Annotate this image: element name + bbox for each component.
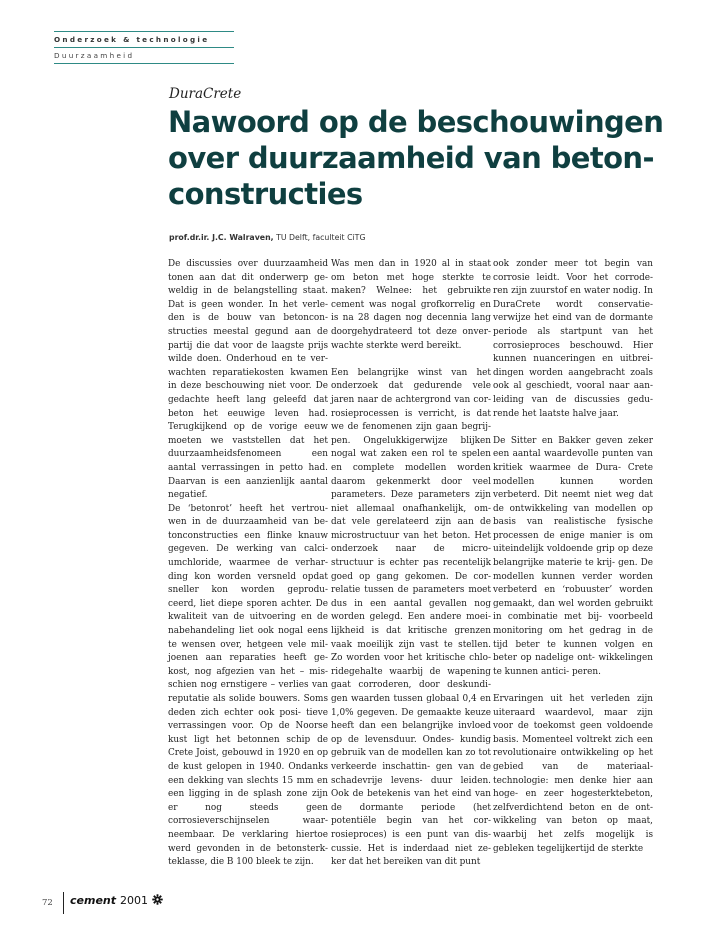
magazine-year: 2001 bbox=[120, 894, 148, 907]
subsection-label: Duurzaamheid bbox=[54, 51, 135, 60]
section-label: Onderzoek & technologie bbox=[54, 35, 210, 44]
author-affiliation: TU Delft, faculteit CiTG bbox=[276, 233, 366, 242]
text-column-3 bbox=[493, 258, 653, 856]
text-column-1 bbox=[168, 258, 328, 870]
section-header bbox=[54, 31, 234, 47]
author-name: prof.dr.ir. J.C. Walraven, bbox=[169, 233, 274, 242]
paragraph: Ervaringen uit het verleden zijn uiteraard waardevol, maar zijn voor de toekomst geen voldoende basis. Momenteel voltrekt zich een revolutionaire ontwikkeling op het gebied van de materiaal- technologie: men denke hier aan hoge- en zeer hogesterktebeton, zelfverdichtend beton en de ont- wikkeling van beton op maat, waarbij het zelfs mogelijk is gebleken tegelijkertijd de sterkte bbox=[493, 694, 653, 854]
magazine-brand bbox=[70, 894, 163, 908]
paragraph: Een belangrijke winst van het onderzoek dat gedurende vele jaren naar de achtergrond van cor- rosieprocessen is verricht, is dat we de fenomenen zijn gaan begrij- pen. Ongelukkigerwijze blijken nogal wat zaken een rol te spelen en complete modellen worden daarom gekenmerkt door veel parameters. Deze parameters zijn niet allemaal onafhankelijk, om- dat vele gerelateerd zijn aan de microstructuur van het beton. Het onderzoek naar de micro- structuur is echter pas recentelijk goed op gang gekomen. De cor- relatie tussen de parameters moet dus in een aantal gevallen nog worden gelegd. Een andere moei- lijkheid is dat kritische grenzen vaak moeilijk zijn vast te stellen. Zo worden voor het kritische chlo- ridegehalte waarbij de wapening gaat corroderen, door deskundi- gen waarden tussen globaal 0,4 en 1,0% gegeven. De gemaakte keuze heeft dan een belangrijke invloed op de levensduur. Ondes- kundig gebruik van de modellen kan zo tot verkeerde inschattin- gen van de schadevrije levens- duur leiden. Ook de betekenis van het eind van de dormante periode (het potentiële begin van het cor- rosieproces) is een punt van dis- cussie. Het is inderdaad niet ze- ker dat het bereiken van dit punt bbox=[331, 367, 491, 868]
header-rule bbox=[54, 63, 234, 64]
article-kicker: DuraCrete bbox=[169, 86, 242, 102]
paragraph: De Sitter en Bakker geven zeker een aantal waardevolle punten van kritiek waarmee de Dura- Crete modellen kunnen worden verbeterd. Dit neemt niet weg dat de ontwikkeling van modellen op basis van realistische fysische processen de enige manier is om uiteindelijk voldoende grip op deze belangrijke materie te krij- gen. De modellen kunnen verder worden verbeterd en ‘robuuster’ worden gemaakt, dan wel worden gebruikt in combinatie met bij- voorbeeld monitoring om het gedrag in de tijd beter te kunnen volgen en beter op nadelige ont- wikkelingen te kunnen antici- peren. bbox=[493, 435, 653, 677]
byline bbox=[169, 233, 366, 242]
subsection-header bbox=[54, 47, 234, 64]
gear-icon bbox=[152, 894, 163, 908]
paragraph: Was men dan in 1920 al in staat om beton met hoge sterkte te maken? Welnee: het gebruikte cement was nogal grofkorrelig en is na 28 dagen nog decennia lang doorgehydrateerd tot deze onver- wachte sterkte werd bereikt. bbox=[331, 259, 491, 351]
page-number: 72 bbox=[42, 898, 53, 908]
paragraph: De ‘betonrot’ heeft het vertrou- wen in de duurzaamheid van be- tonconstructies een flinke knauw gegeven. De werking van calci- umchloride, waarmee de verhar- ding kon worden versneld opdat sneller kon worden geprodu- ceerd, liet diepe sporen achter. De kwaliteit van de uitvoering en de nabehandeling liet ook nogal eens te wensen over, hetgeen vele mil- joenen aan reparaties heeft ge- kost, nog afgezien van het – mis- schien nog ernstigere – verlies van reputatie als solide bouwers. Soms deden zich echter ook posi- tieve verrassingen voor. Op de Noorse kust ligt het betonnen schip de Crete Joist, gebouwd in 1920 en op de kust gelopen in 1940. Ondanks een dekking van slechts 15 mm en een ligging in de splash zone zijn er nog steeds geen corrosieverschijnselen waar- neembaar. De verklaring hiertoe werd gevonden in de betonsterk- teklasse, die B 100 bleek te zijn. bbox=[168, 503, 328, 868]
paragraph: De discussies over duurzaamheid tonen aan dat dit onderwerp ge- weldig in de belangstelling staat. Dat is geen wonder. In het verle- den is de bouw van betoncon- structies meestal gegund aan de partij die dat voor de laagste prijs wilde doen. Onderhoud en te ver- wachten reparatiekosten kwamen in deze beschouwing niet voor. De gedachte heeft lang geleefd dat beton het eeuwige leven had. Terugkijkend op de vorige eeuw moeten we vaststellen dat het duurzaamheidsfenomeen een aantal verrassingen in petto had. Daarvan is een aanzienlijk aantal negatief. bbox=[168, 259, 328, 501]
footer-divider bbox=[63, 892, 64, 914]
text-column-2 bbox=[331, 258, 491, 870]
magazine-name: cement bbox=[70, 894, 116, 907]
paragraph: ook zonder meer tot begin van corrosie leidt. Voor het corrode- ren zijn zuurstof en water nodig. In DuraCrete wordt conservatie- verwijze het eind van de dormante periode als startpunt van het corrosieproces beschouwd. Hier kunnen nuanceringen en uitbrei- dingen worden aangebracht zoals ook al geschiedt, vooral naar aan- leiding van de discussies gedu- rende het laatste halve jaar. bbox=[493, 259, 653, 419]
article-title: Nawoord op de beschouwingen over duurzaamheid van beton- constructies bbox=[168, 105, 664, 211]
